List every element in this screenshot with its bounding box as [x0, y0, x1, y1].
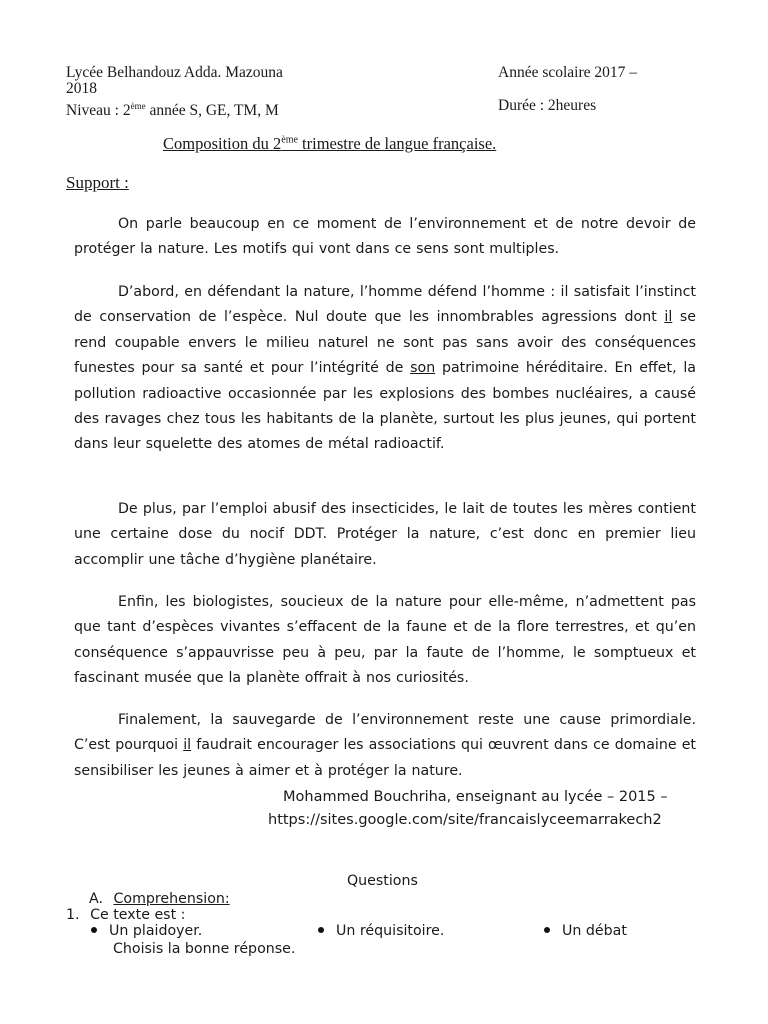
paragraph-2-part-c: patrimoine héréditaire. En effet, la pollution radioactive occasionnée par les explosions des bombes nucléaires, a causé des ravages chez tous les habitants de la planète, surtout les plus jeunes, qui portent dans leur squelette des atomes de métal radioactif.: [74, 360, 696, 453]
paragraph-1-text: On parle beaucoup en ce moment de l’environnement et de notre devoir de protéger la nature. Les motifs qui vont dans ce sens sont multiples.: [74, 216, 696, 258]
underlined-pronoun-il-2: il: [183, 737, 192, 754]
section-a-heading: [89, 891, 230, 907]
question-1: [66, 907, 185, 923]
level-line: [66, 97, 279, 120]
paragraph-3-text: De plus, par l’emploi abusif des insecticides, le lait de toutes les mères contient une certaine dose du nocif DDT. Protéger la nature, c’est donc en premier lieu accomplir une tâche d’hygiène planétaire.: [74, 501, 696, 568]
school-year-end: 2018: [66, 80, 97, 97]
paragraph-3: [74, 497, 696, 573]
level-sup: ème: [130, 101, 146, 111]
paragraph-5-part-a: Finalement, la sauvegarde de l’environnement reste une cause primordiale. C’est pourquoi: [74, 712, 696, 754]
section-letter: A.: [89, 891, 103, 907]
paragraph-1: [74, 212, 696, 263]
paragraph-4-text: Enfin, les biologistes, soucieux de la nature pour elle-même, n’admettent pas que tant d’espèces vivantes s’effacent de la faune et de la flore terrestres, et qu’en conséquence s’appauvrisse peu à peu, par la faute de l’homme, le somptueux et fascinant musée que la planète offrait à nos curiosités.: [74, 594, 696, 687]
school-name: Lycée Belhandouz Adda. Mazouna: [66, 64, 283, 81]
signature-author: Mohammed Bouchriha, enseignant au lycée – 2015 –: [283, 789, 668, 805]
option-3: [544, 923, 627, 939]
underlined-pronoun-son: son: [410, 360, 436, 377]
page-title: [163, 134, 496, 154]
level-prefix: Niveau : 2: [66, 102, 131, 120]
bullet-icon: [318, 927, 324, 933]
paragraph-4: [74, 590, 696, 692]
option-1-label: Un plaidoyer.: [109, 923, 203, 939]
paragraph-5: [74, 708, 696, 784]
option-1: [91, 923, 202, 939]
bullet-icon: [544, 927, 550, 933]
option-2-label: Un réquisitoire.: [336, 923, 445, 939]
level-suffix: année S, GE, TM, M: [145, 102, 279, 120]
support-label: Support :: [66, 173, 129, 192]
paragraph-2-part-b: se rend coupable envers le milieu naturel ne sont pas sans avoir des conséquences funestes pour sa santé et pour l’intégrité de: [74, 309, 696, 377]
paragraph-2-part-a: D’abord, en défendant la nature, l’homme défend l’homme : il satisfait l’instinct de conservation de l’espèce. Nul doute que les innombrables agressions dont: [74, 284, 696, 326]
questions-heading: Questions: [347, 873, 418, 889]
bullet-icon: [91, 927, 97, 933]
paragraph-5-part-b: faudrait encourager les associations qui œuvrent dans ce domaine et sensibiliser les jeunes à aimer et à protéger la nature.: [74, 737, 696, 779]
title-prefix: Composition du 2: [163, 134, 282, 153]
school-year-label: Année scolaire 2017 –: [498, 64, 638, 81]
duration: Durée : 2heures: [498, 97, 597, 114]
question-1-number: 1.: [66, 907, 80, 923]
underlined-pronoun-il: il: [664, 309, 673, 326]
paragraph-2: [74, 280, 696, 458]
title-suffix: trimestre de langue française.: [297, 134, 497, 153]
question-1-text: Ce texte est :: [90, 907, 186, 923]
title-sup: ème: [281, 134, 298, 146]
section-title: Comprehension:: [113, 891, 230, 907]
option-3-label: Un débat: [562, 923, 627, 939]
option-2: [318, 923, 444, 939]
signature-url: https://sites.google.com/site/francaislyceemarrakech2: [268, 812, 662, 828]
instruction-text: Choisis la bonne réponse.: [113, 941, 296, 957]
